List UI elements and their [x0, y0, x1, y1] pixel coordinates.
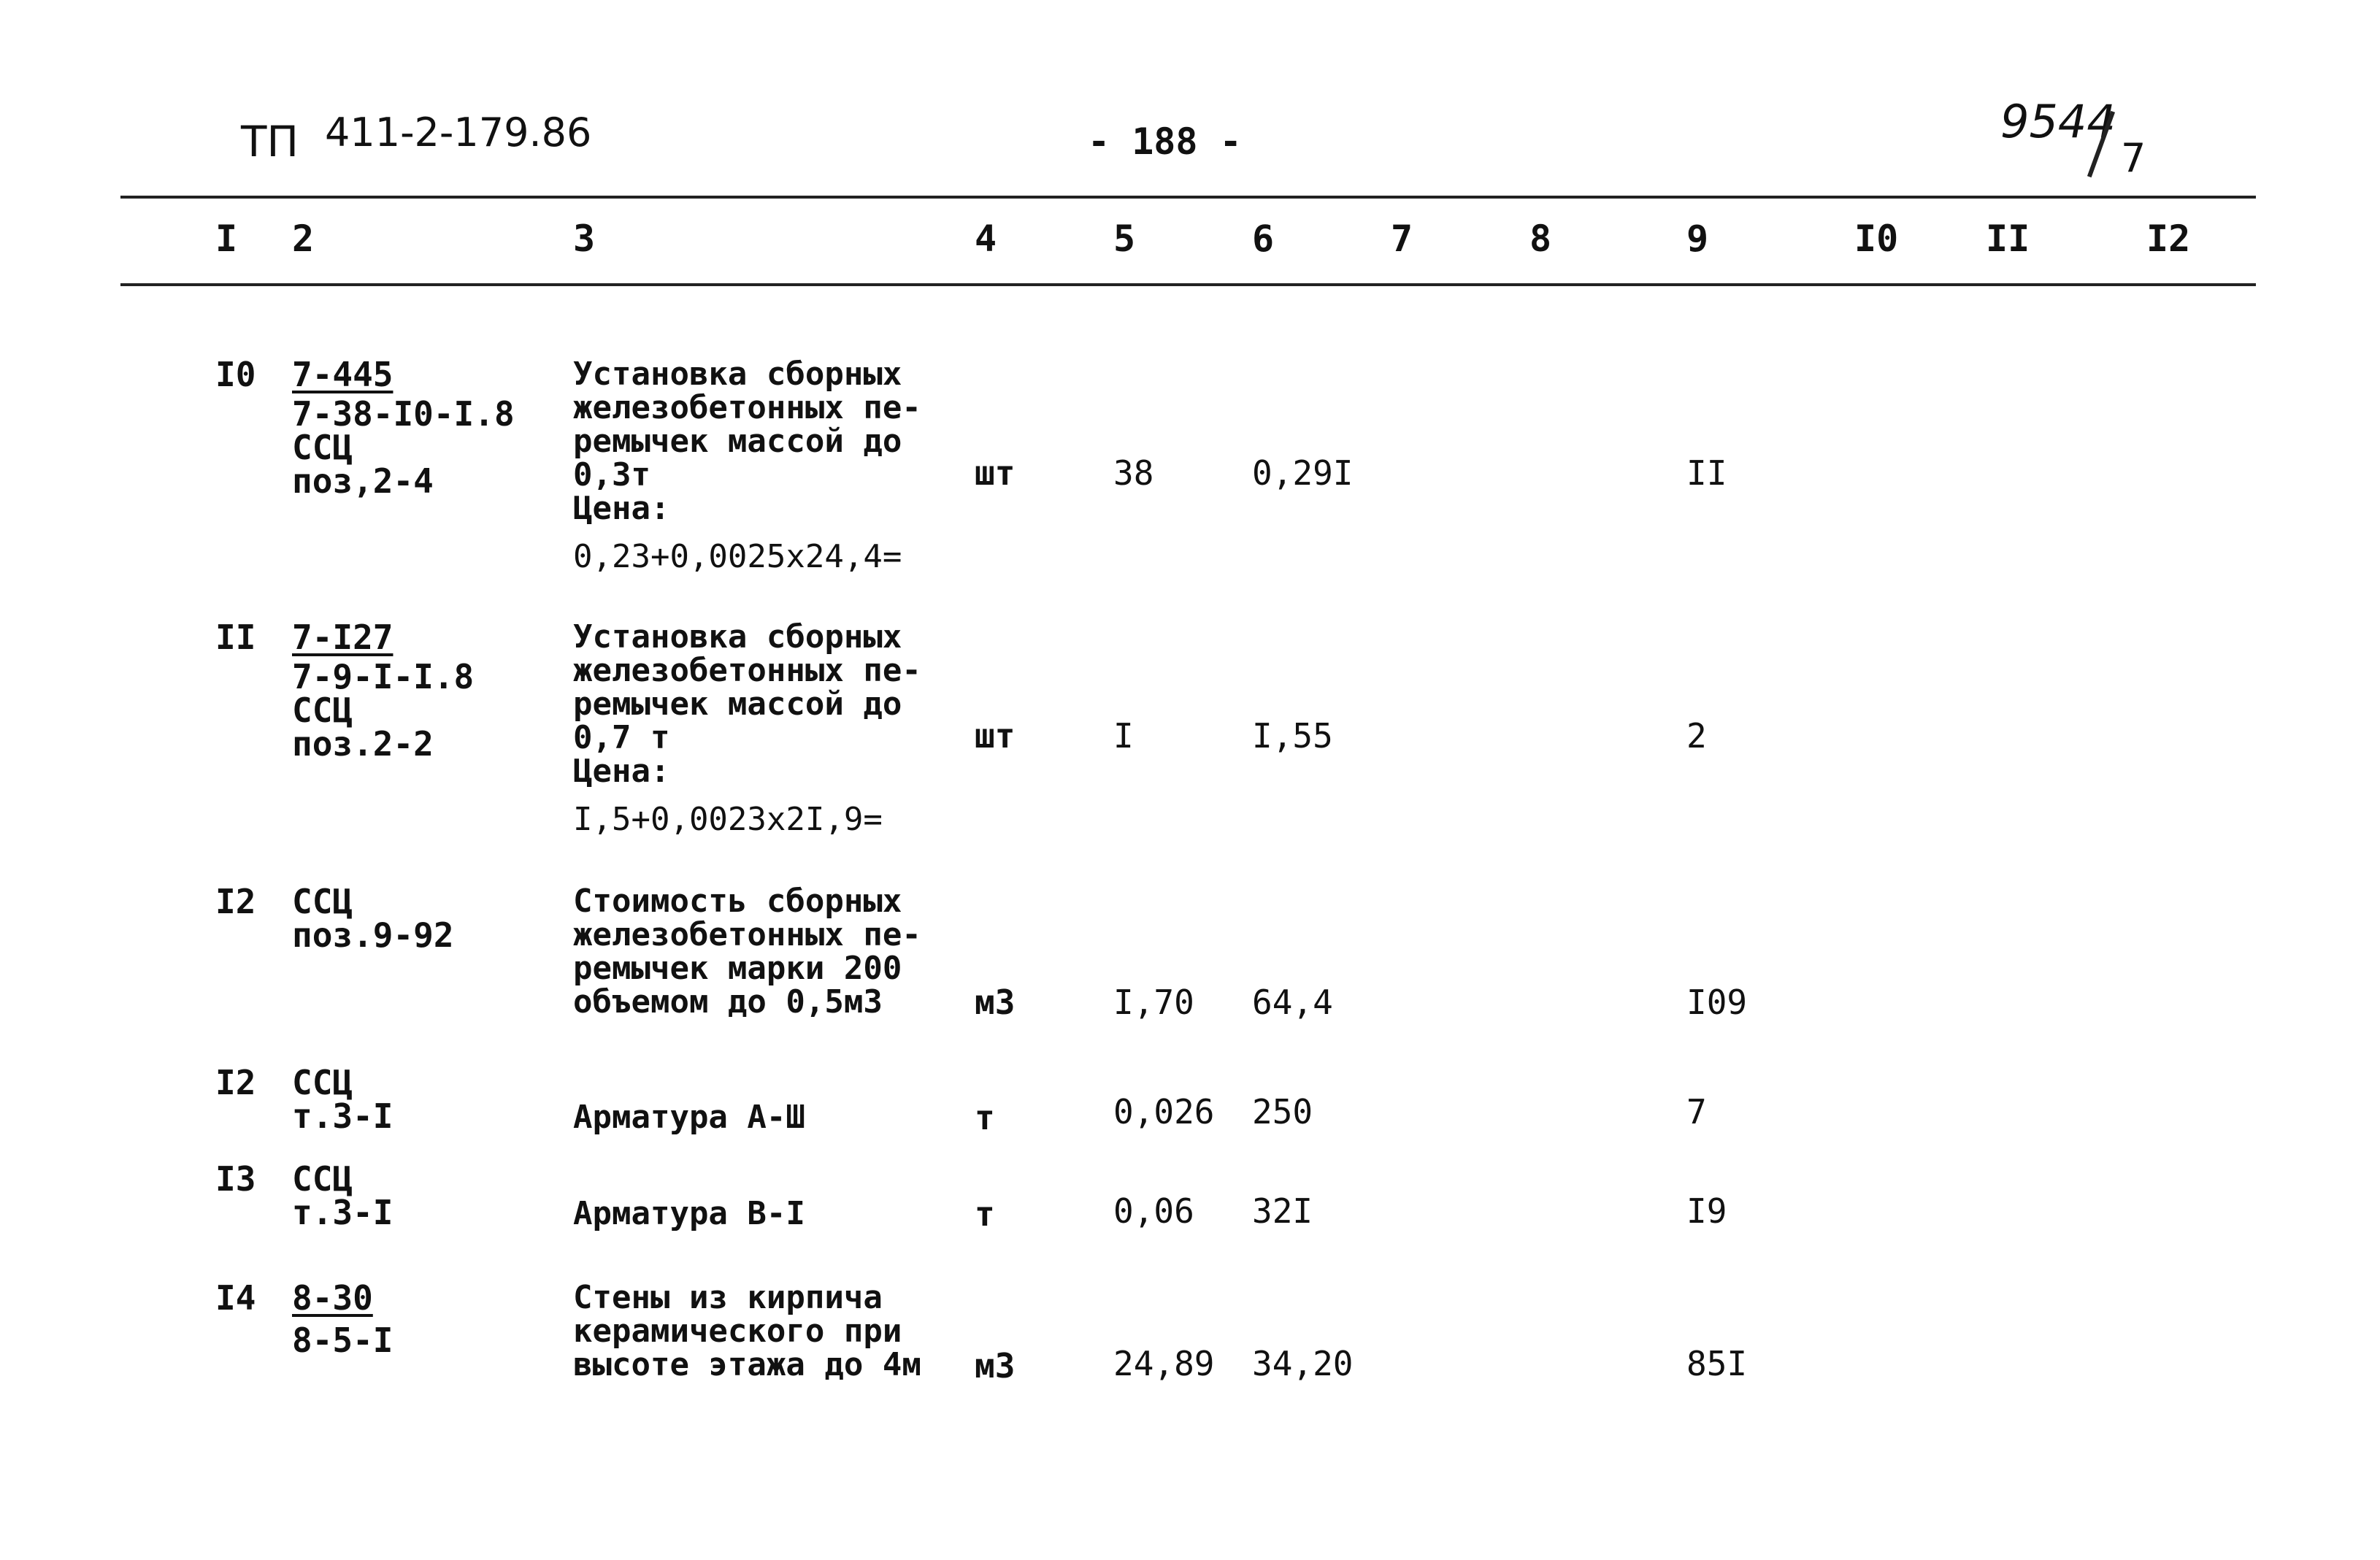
doc-number: 411-2-179.86 [325, 109, 592, 155]
desc-line: объемом до 0,5м3 [573, 983, 883, 1021]
row-unit: шт [975, 453, 1016, 493]
row-quantity: I,70 [1113, 983, 1194, 1022]
desc-line: Стоимость сборных [573, 883, 902, 920]
desc-line: Арматура В-I [573, 1195, 805, 1232]
doc-prefix: ТП [241, 117, 299, 166]
column-header: 6 [1252, 218, 1275, 260]
desc-line: высоте этажа до 4м [573, 1346, 921, 1383]
row-code-line: 8-5-I [292, 1321, 394, 1360]
row-total: 7 [1686, 1092, 1707, 1131]
desc-line: Стены из кирпича [573, 1279, 883, 1316]
row-code-main: 7-I27 [292, 618, 394, 657]
column-header: I [215, 218, 238, 260]
row-code-line: ССЦ [292, 428, 353, 467]
desc-line: железобетонных пе- [573, 389, 921, 426]
row-total: 2 [1686, 716, 1707, 756]
desc-line: железобетонных пе- [573, 652, 921, 689]
desc-line: керамического при [573, 1313, 902, 1350]
row-code-line: ССЦ [292, 1159, 353, 1199]
row-price: 34,20 [1252, 1344, 1354, 1383]
column-header: 7 [1391, 218, 1413, 260]
column-header: 9 [1686, 218, 1709, 260]
header-top-rule [120, 196, 2256, 199]
row-number: I0 [215, 355, 256, 394]
row-code-line: ССЦ [292, 1063, 353, 1102]
desc-line: ремычек марки 200 [573, 950, 902, 987]
column-header: 4 [975, 218, 997, 260]
row-description [573, 1197, 805, 1231]
row-code [292, 1159, 394, 1232]
header-bottom-rule [120, 283, 2256, 286]
row-price: 0,29I [1252, 453, 1354, 493]
row-code-line: т.3-I [292, 1193, 394, 1232]
row-price: 64,4 [1252, 983, 1333, 1022]
row-quantity: I [1113, 716, 1134, 756]
row-code-line: 7-38-I0-I.8 [292, 394, 515, 434]
row-code [292, 618, 475, 764]
row-code-line: 7-9-I-I.8 [292, 657, 475, 696]
row-description [573, 1281, 921, 1382]
column-header: II [1986, 218, 2030, 260]
price-formula: I,5+0,0023x2I,9= [573, 801, 883, 838]
column-header: 5 [1113, 218, 1136, 260]
row-number: II [215, 618, 256, 657]
row-description [573, 358, 921, 574]
desc-line: 0,7 т [573, 719, 670, 756]
row-code [292, 882, 454, 955]
row-code-line: поз,2-4 [292, 461, 434, 501]
row-price: I,55 [1252, 716, 1333, 756]
price-formula: 0,23+0,0025x24,4= [573, 538, 902, 575]
column-header: I2 [2146, 218, 2191, 260]
row-code [292, 1278, 394, 1360]
row-unit: шт [975, 716, 1016, 756]
row-quantity: 38 [1113, 453, 1154, 493]
row-quantity: 0,026 [1113, 1092, 1215, 1131]
row-unit: т [975, 1194, 995, 1234]
row-total: 85I [1686, 1344, 1748, 1383]
row-code [292, 355, 515, 501]
row-code-line: поз.2-2 [292, 724, 434, 764]
row-code-line: т.3-I [292, 1096, 394, 1136]
desc-line: ремычек массой до [573, 423, 902, 460]
row-total: II [1686, 453, 1727, 493]
desc-line: Цена: [573, 490, 670, 527]
row-description [573, 620, 921, 837]
desc-line: Установка сборных [573, 356, 902, 393]
sheet-number-top: 9544 [2000, 95, 2116, 148]
desc-line: Установка сборных [573, 618, 902, 656]
desc-line: 0,3т [573, 456, 650, 493]
row-price: 250 [1252, 1092, 1313, 1131]
row-code-line: ССЦ [292, 882, 353, 921]
page-number: - 188 - [1088, 120, 1242, 163]
row-code-main: 7-445 [292, 355, 394, 394]
row-quantity: 0,06 [1113, 1191, 1194, 1231]
row-total: I09 [1686, 983, 1748, 1022]
row-description [573, 885, 921, 1019]
column-header: 2 [292, 218, 315, 260]
column-header: 3 [573, 218, 596, 260]
row-quantity: 24,89 [1113, 1344, 1215, 1383]
row-number: I3 [215, 1159, 256, 1199]
row-code-main: 8-30 [292, 1278, 373, 1318]
row-code-line: поз.9-92 [292, 915, 454, 955]
row-unit: м3 [975, 1346, 1016, 1386]
row-unit: т [975, 1098, 995, 1137]
desc-line: железобетонных пе- [573, 916, 921, 953]
desc-line: Арматура А-Ш [573, 1099, 805, 1136]
desc-line: ремычек массой до [573, 685, 902, 723]
desc-line: Цена: [573, 753, 670, 790]
column-header: I0 [1854, 218, 1899, 260]
row-number: I2 [215, 882, 256, 921]
row-price: 32I [1252, 1191, 1313, 1231]
row-number: I2 [215, 1063, 256, 1102]
row-unit: м3 [975, 983, 1016, 1022]
row-total: I9 [1686, 1191, 1727, 1231]
column-header: 8 [1529, 218, 1552, 260]
row-number: I4 [215, 1278, 256, 1318]
row-code-line: ССЦ [292, 691, 353, 730]
row-description [573, 1101, 805, 1134]
sheet-number-bottom: 7 [2121, 135, 2146, 181]
row-code [292, 1063, 394, 1136]
